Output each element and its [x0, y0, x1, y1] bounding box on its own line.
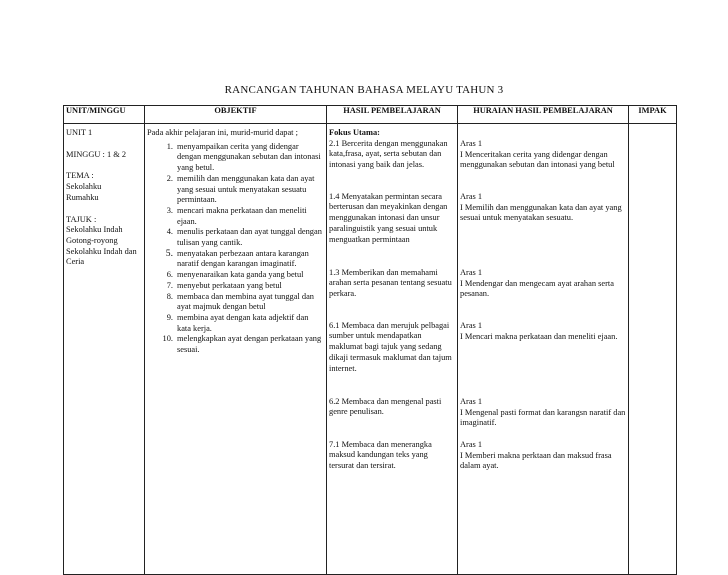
header-unit-minggu: UNIT/MINGGU [64, 106, 145, 124]
aras-label: Aras 1 [460, 397, 483, 406]
hasil-item: 7.1 Membaca dan menerangka maksud kandungan teks yang tersurat dan tersirat. [329, 439, 432, 471]
item-text: mencari makna perkataan dan meneliti ejaan. [177, 205, 307, 226]
page-title: RANCANGAN TAHUNAN BAHASA MELAYU TAHUN 3 [224, 84, 504, 96]
list-item [147, 227, 324, 248]
minggu-label: MINGGU : 1 & 2 [66, 149, 127, 159]
hasil-cell [327, 124, 458, 575]
huraian-item [460, 192, 626, 268]
huraian-text: I Memilih dan menggunakan kata dan ayat yang sesuai untuk menyatakan sesuatu. [460, 202, 622, 223]
item-number: 10. [162, 334, 173, 344]
fokus-label: Fokus Utama: [329, 128, 380, 137]
hasil-item: 1.3 Memberikan dan memahami arahan serta pesanan tentang sesuatu perkara. [329, 267, 452, 299]
list-item [147, 174, 324, 206]
item-text: menulis perkataan dan ayat tunggal dengan tulisan yang cantik. [177, 227, 322, 248]
item-text: menyatakan perbezaan antara karangan naratif dengan karangan imaginatif. [177, 248, 309, 269]
huraian-item [460, 321, 626, 397]
item-text: membina ayat dengan kata adjektif dan kata kerja. [177, 312, 309, 333]
tajuk-label: TAJUK : [66, 214, 97, 224]
item-number: 4. [166, 227, 173, 237]
item-number: 7. [166, 280, 173, 290]
item-text: membaca dan membina ayat tunggal dan ayat majmuk dengan betul [177, 291, 314, 312]
header-huraian: HURAIAN HASIL PEMBELAJARAN [458, 106, 629, 124]
hasil-item: 6.2 Membaca dan mengenal pasti genre penulisan. [329, 396, 442, 417]
aras-label: Aras 1 [460, 268, 483, 277]
hasil-item: 6.1 Membaca dan merujuk pelbagai sumber untuk mendapatkan maklumat bagi tajuk yang sedang dikaji termasuk maklumat dan tajum internet. [329, 320, 452, 373]
item-number: 3. [166, 205, 173, 215]
list-item [147, 142, 324, 174]
item-number: 1. [166, 141, 173, 151]
list-item [147, 313, 324, 334]
huraian-item [460, 440, 626, 472]
list-item [147, 206, 324, 227]
header-row [64, 106, 677, 124]
objektif-list [147, 142, 324, 356]
tema-value: Sekolahku Rumahku [66, 182, 102, 202]
header-objektif: OBJEKTIF [145, 106, 327, 124]
huraian-item [460, 397, 626, 440]
list-item [147, 249, 324, 270]
item-number: 2. [166, 173, 173, 183]
aras-label: Aras 1 [460, 440, 483, 449]
huraian-text: I Menceritakan cerita yang didengar dengan menggunakan sebutan dan intonasi yang betul [460, 149, 615, 170]
huraian-text: I Mengenal pasti format dan karangsn naratif dan imaginatif. [460, 407, 626, 428]
item-text: melengkapkan ayat dengan perkataan yang sesuai. [177, 334, 322, 355]
header-impak: IMPAK [629, 106, 677, 124]
hasil-item: 2.1 Bercerita dengan menggunakan kata,frasa, ayat, serta sebutan dan intonasi yang baik dan jelas. [329, 138, 448, 170]
list-item [147, 281, 324, 292]
item-text: memilih dan menggunakan kata dan ayat yang sesuai untuk menyatakan sesuatu permintaan. [177, 173, 315, 205]
item-number: 8. [166, 291, 173, 301]
objektif-cell [145, 124, 327, 575]
table-row [64, 124, 677, 575]
huraian-text: I Mendengar dan mengecam ayat arahan serta pesanan. [460, 278, 614, 299]
hasil-item: 1.4 Menyatakan permintan secara berterusan dan meyakinkan dengan menggunakan intonasi dan unsur paralinguistik yang sesuai untuk menguatkan permintaan [329, 191, 448, 244]
aras-label: Aras 1 [460, 192, 483, 201]
huraian-text: I Memberi makna perktaan dan maksud frasa dalam ayat. [460, 450, 612, 471]
aras-label: Aras 1 [460, 139, 483, 148]
aras-label: Aras 1 [460, 321, 483, 330]
list-item [147, 292, 324, 313]
header-hasil-pembelajaran: HASIL PEMBELAJARAN [327, 106, 458, 124]
item-text: menyampaikan cerita yang didengar dengan menggunakan sebutan dan intonasi yang betul. [177, 141, 321, 173]
huraian-text: I Mencari makna perkataan dan meneliti ejaan. [460, 331, 618, 341]
list-item [147, 270, 324, 281]
plan-table [63, 105, 677, 575]
list-item [147, 334, 324, 355]
huraian-item [460, 268, 626, 321]
item-text: menyebut perkataan yang betul [177, 280, 282, 290]
impak-cell [629, 124, 677, 575]
objektif-intro: Pada akhir pelajaran ini, murid-murid dapat ; [147, 128, 298, 137]
item-number: 6. [166, 270, 173, 280]
huraian-cell [458, 124, 629, 575]
tema-label: TEMA : [66, 171, 94, 181]
unit-cell [64, 124, 145, 575]
unit-label: UNIT 1 [66, 128, 93, 137]
item-text: menyenaraikan kata ganda yang betul [177, 270, 304, 280]
item-number: 5. [165, 247, 173, 259]
item-number: 9. [166, 312, 173, 322]
huraian-item [460, 139, 626, 192]
tajuk-value: Sekolahku Indah Gotong-royong Sekolahku Indah dan Ceria [66, 225, 137, 267]
